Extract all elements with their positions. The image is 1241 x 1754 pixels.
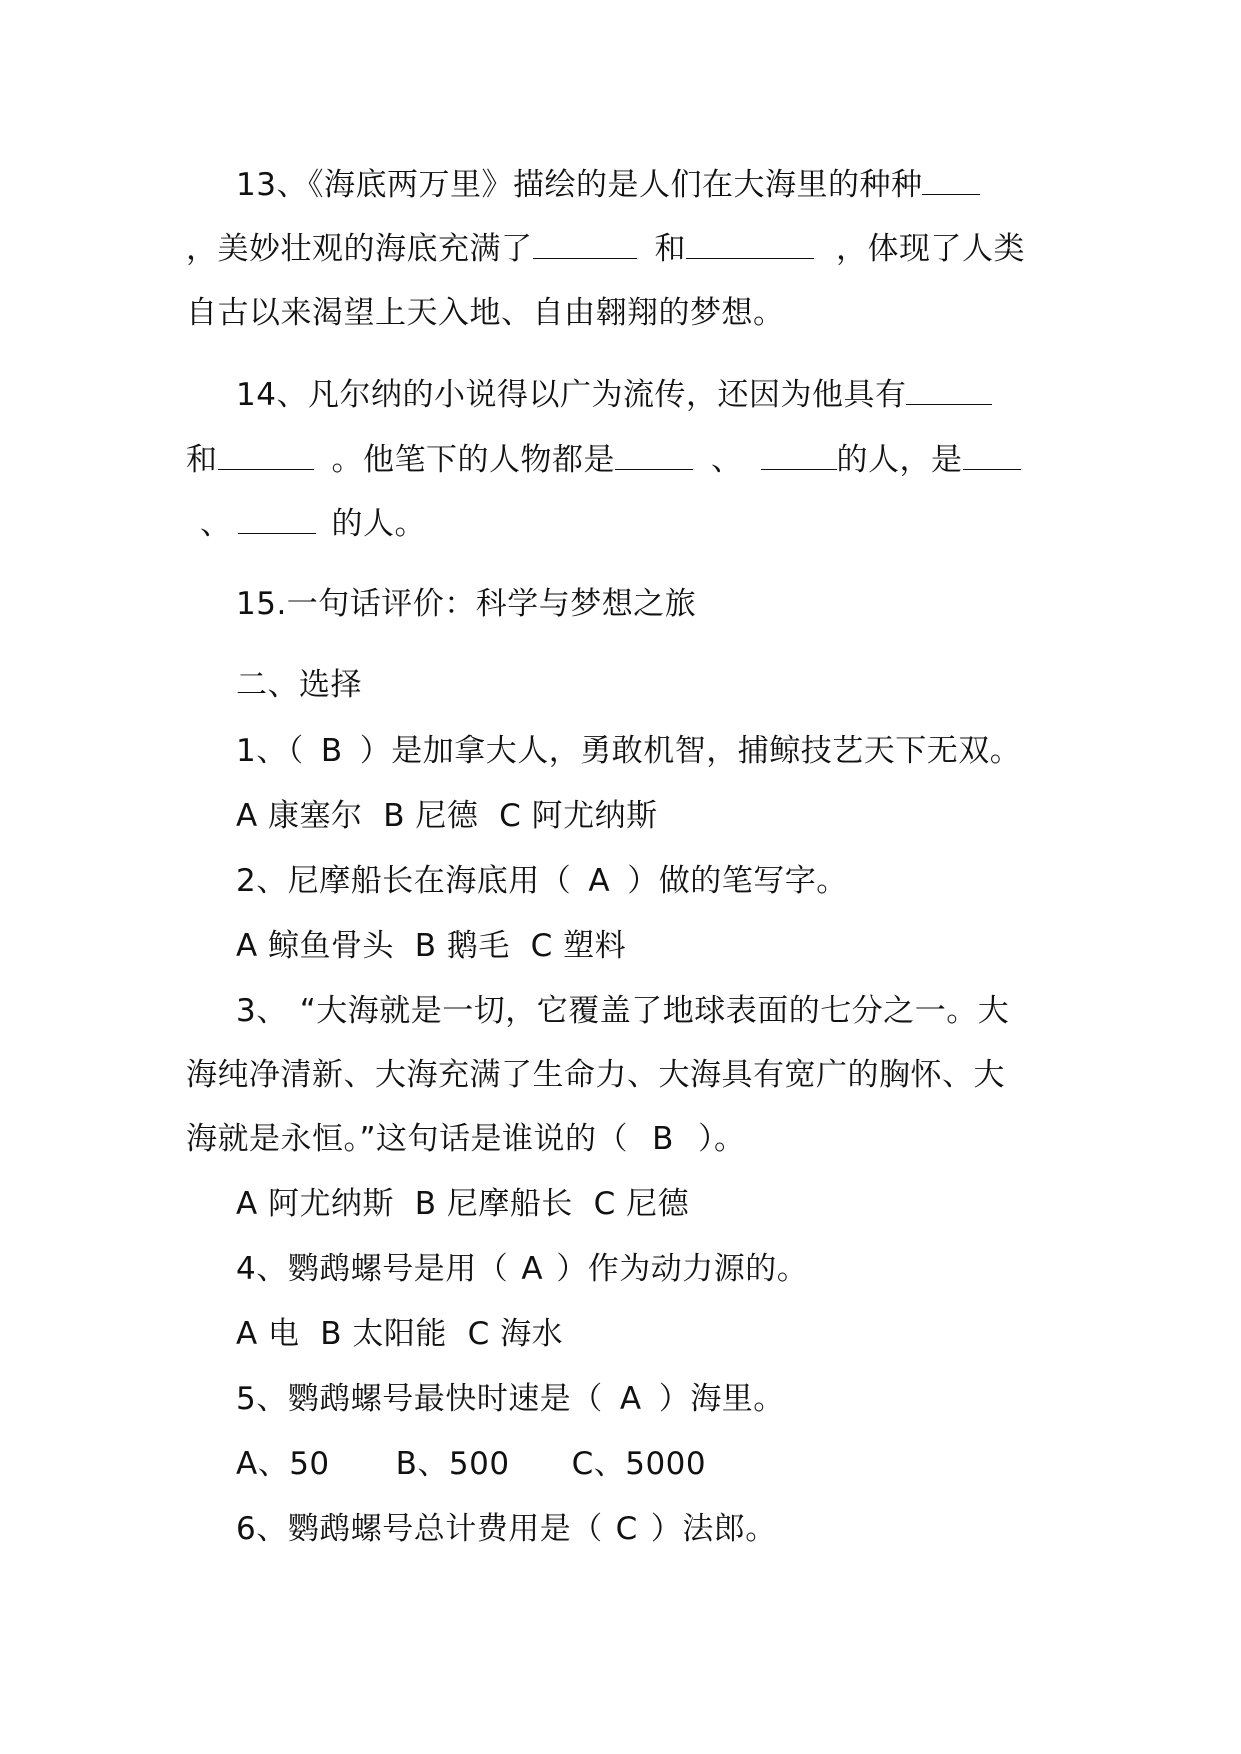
choice-q5-answer: A bbox=[619, 1381, 642, 1417]
q13-text-part3: ，体现了人类 bbox=[836, 231, 1025, 267]
choice-q5-option-c: C、5000 bbox=[571, 1446, 707, 1482]
choice-q4-options-text: A 电 B 太阳能 C 海水 bbox=[236, 1316, 564, 1352]
choice-q6-text-post: ）法郎。 bbox=[650, 1511, 777, 1547]
choice-q2-text-post: ）做的笔写字。 bbox=[627, 863, 848, 899]
choice-q3-options-text: A 阿尤纳斯 B 尼摩船长 C 尼德 bbox=[236, 1186, 690, 1222]
q13-text-line3: 自古以来渴望上天入地、自由翱翔的梦想。 bbox=[186, 295, 785, 331]
choice-q3-line1 bbox=[236, 991, 1009, 1031]
q14-blank4 bbox=[761, 441, 837, 470]
choice-q5-options bbox=[236, 1444, 706, 1484]
q13-text-part2: ，美妙壮观的海底充满了 bbox=[186, 231, 533, 267]
q14-blank3 bbox=[615, 441, 693, 470]
q14-line3 bbox=[200, 504, 426, 544]
choice-q1-text: ）是加拿大人，勇敢机智，捕鲸技艺天下无双。 bbox=[359, 733, 1022, 769]
choice-q3-line3 bbox=[186, 1119, 746, 1159]
q15-line bbox=[236, 584, 696, 624]
choice-q2-options bbox=[236, 926, 626, 966]
q14-line1 bbox=[236, 375, 992, 415]
choice-q4-text-pre: 鹦鹉螺号是用（ bbox=[287, 1251, 509, 1287]
choice-q6-number: 6、 bbox=[236, 1511, 288, 1547]
choice-q1-open: （ bbox=[287, 733, 304, 769]
choice-q2-number: 2、 bbox=[236, 863, 288, 899]
choice-q2 bbox=[236, 861, 848, 901]
choice-q3-text-line3-post: ）。 bbox=[698, 1121, 746, 1157]
choice-q3-text-line1: “大海就是一切，它覆盖了地球表面的七分之一。大 bbox=[299, 993, 1010, 1029]
q14-and: 和 bbox=[186, 442, 218, 478]
q13-blank3 bbox=[686, 230, 814, 259]
choice-q4 bbox=[236, 1249, 808, 1289]
choice-q5-option-a: A、50 bbox=[236, 1446, 330, 1482]
choice-q2-text-pre: 尼摩船长在海底用（ bbox=[287, 863, 572, 899]
choice-q1-answer: B bbox=[320, 733, 343, 769]
choice-q1-number: 1、 bbox=[236, 733, 288, 769]
choice-q2-options-text: A 鲸鱼骨头 B 鹅毛 C 塑料 bbox=[236, 928, 627, 964]
q14-sep2: 、 bbox=[200, 506, 232, 542]
section-two-title: 二、选择 bbox=[236, 667, 362, 703]
choice-q3-text-line3-pre: 海就是永恒。”这句话是谁说的（ bbox=[186, 1121, 629, 1157]
q13-line3 bbox=[186, 293, 785, 333]
choice-q1 bbox=[236, 731, 1021, 771]
q13-blank2 bbox=[533, 230, 637, 259]
q14-sep1: 、 bbox=[711, 442, 743, 478]
q14-blank5 bbox=[963, 441, 1021, 470]
choice-q4-options bbox=[236, 1314, 563, 1354]
choice-q5-text-post: ）海里。 bbox=[658, 1381, 785, 1417]
q15-text: 15.一句话评价：科学与梦想之旅 bbox=[236, 586, 697, 622]
q13-line2 bbox=[186, 229, 1025, 269]
choice-q2-answer: A bbox=[588, 863, 611, 899]
choice-q6-text-pre: 鹦鹉螺号总计费用是（ bbox=[287, 1511, 603, 1547]
q14-blank1 bbox=[906, 376, 992, 405]
choice-q4-text-post: ）作为动力源的。 bbox=[556, 1251, 809, 1287]
choice-q1-options bbox=[236, 796, 658, 836]
choice-q6-answer: C bbox=[615, 1511, 638, 1547]
choice-q4-answer: A bbox=[521, 1251, 544, 1287]
choice-q3-number: 3、 bbox=[236, 993, 288, 1029]
choice-q3-answer: B bbox=[652, 1121, 674, 1157]
q14-text-part3: 的人，是 bbox=[836, 442, 963, 478]
q14-line2 bbox=[186, 440, 1021, 480]
choice-q4-number: 4、 bbox=[236, 1251, 288, 1287]
q13-and: 和 bbox=[654, 231, 686, 267]
choice-q1-options-text: A 康塞尔 B 尼德 C 阿尤纳斯 bbox=[236, 798, 658, 834]
choice-q3-options bbox=[236, 1184, 689, 1224]
choice-q6 bbox=[236, 1509, 777, 1549]
q13-line1 bbox=[236, 165, 980, 205]
choice-q3-line2 bbox=[186, 1055, 1005, 1095]
choice-q5 bbox=[236, 1379, 785, 1419]
q14-blank2 bbox=[218, 441, 314, 470]
q14-number: 14、 bbox=[236, 377, 308, 413]
q14-text-part1: 凡尔纳的小说得以广为流传，还因为他具有 bbox=[307, 377, 907, 413]
q13-text-part1: 《海底两万里》描绘的是人们在大海里的种种 bbox=[307, 167, 923, 203]
choice-q5-text-pre: 鹦鹉螺号最快时速是（ bbox=[287, 1381, 603, 1417]
q13-blank1 bbox=[922, 166, 980, 195]
choice-q5-option-b: B、500 bbox=[395, 1446, 510, 1482]
section-two-heading bbox=[236, 665, 362, 705]
choice-q3-text-line2: 海纯净清新、大海充满了生命力、大海具有宽广的胸怀、大 bbox=[186, 1057, 1005, 1093]
q14-text-part2: 。他笔下的人物都是 bbox=[331, 442, 615, 478]
q14-text-part4: 的人。 bbox=[331, 506, 426, 542]
choice-q5-number: 5、 bbox=[236, 1381, 288, 1417]
q14-blank6 bbox=[238, 505, 316, 534]
q13-number: 13、 bbox=[236, 167, 308, 203]
